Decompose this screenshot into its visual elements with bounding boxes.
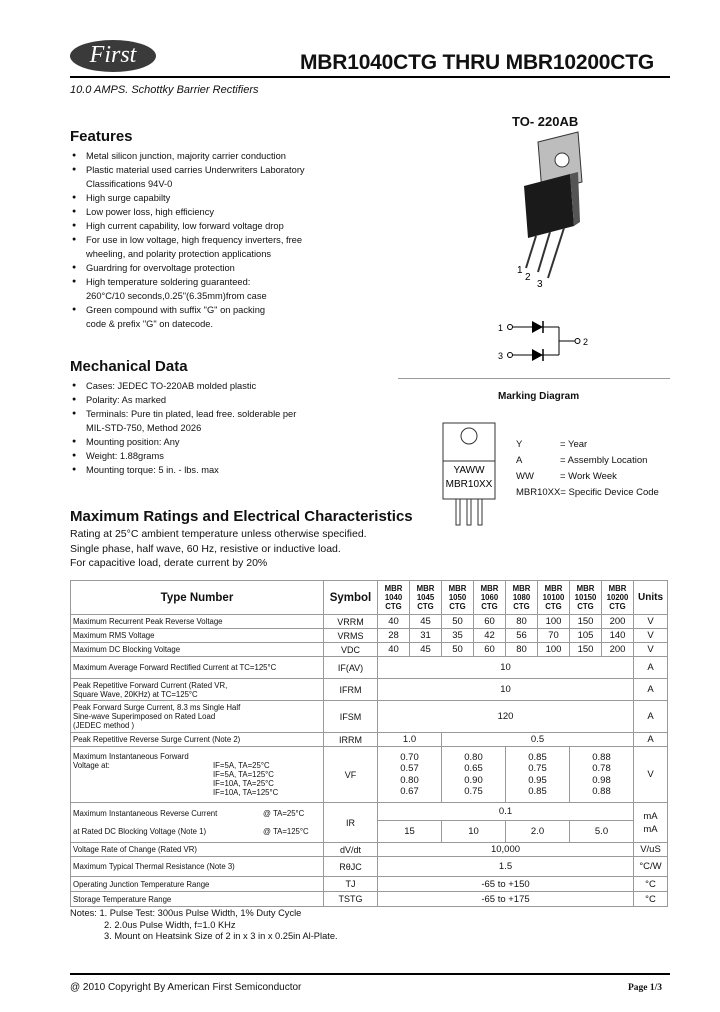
list-item: ● Plastic material used carries Underwriters Laboratory Classifications 94V-0 [70,163,340,191]
list-item: ● For use in low voltage, high frequency inverters, free wheeling, and polarity protection applications [70,233,340,261]
part-header: MBR 1050 CTG [442,581,474,615]
part-header: MBR 10150 CTG [570,581,602,615]
package-title: TO- 220AB [512,114,579,129]
list-item: ● High current capability, low forward voltage drop [70,219,340,233]
part-header: MBR 1060 CTG [474,581,506,615]
page-number: Page 1/3 [628,983,663,993]
rating-conditions: Rating at 25°C ambient temperature unless otherwise specified. Single phase, half wave, 60 Hz, resistive or inductive load. For capacitive load, derate current by 20% [70,528,367,569]
schematic-pin-label: 3 [498,351,504,361]
table-row: Storage Temperature Range TSTG -65 to +175 °C [71,892,668,907]
legend-row: MBR10XX= Specific Device Code [516,487,659,498]
part-header: MBR 10100 CTG [538,581,570,615]
diode-schematic [495,315,605,365]
mechanical-heading: Mechanical Data [70,358,188,375]
table-row: 15 10 2.0 5.0 [71,821,668,843]
document-title: MBR1040CTG THRU MBR10200CTG [300,51,655,74]
table-row: Maximum Average Forward Rectified Current at TC=125°C IF(AV) 10 A [71,657,668,679]
schematic-pin-label: 2 [583,337,589,347]
list-item: ● Guardring for overvoltage protection [70,261,340,275]
company-logo: First [70,40,156,72]
document-subtitle: 10.0 AMPS. Schottky Barrier Rectifiers [70,84,259,96]
note-line: Notes: 1. Pulse Test: 300us Pulse Width, 1% Duty Cycle [70,908,302,918]
section-divider [398,378,670,379]
legend-row: Y = Year [516,439,588,450]
list-item: ● Green compound with suffix "G" on packing code & prefix "G" on datecode. [70,303,340,331]
table-row: Maximum Typical Thermal Resistance (Note 3) RθJC 1.5 °C/W [71,857,668,877]
schematic-pin-label: 1 [498,323,504,333]
pin-label: 3 [537,279,543,290]
part-header: MBR 1080 CTG [506,581,538,615]
marking-line-2: MBR10XX [445,479,493,490]
list-item: ● High temperature soldering guaranteed: 260°C/10 seconds,0.25"(6.35mm)from case [70,275,340,303]
note-line: 2. 2.0us Pulse Width, f=1.0 KHz [104,919,236,930]
features-heading: Features [70,128,133,145]
legend-row: WW = Work Week [516,471,617,482]
table-header-row [71,581,668,615]
table-row: Maximum Instantaneous Forward Voltage at: IF=5A, TA=25°C IF=5A, TA=125°C IF=10A, TA=25°C IF=10A, TA=125°C VF 0.70 0.57 0.80 0.67 0.80 0.65 0.90 0.75 0.85 0.75 0.95 0.85 0.88 0.78 0.98 0.88 V [71,747,668,803]
table-row: Operating Junction Temperature Range TJ -65 to +150 °C [71,877,668,892]
list-item: ● Terminals: Pure tin plated, lead free. solderable per MIL-STD-750, Method 2026 [70,407,340,435]
to220-package-drawing [500,130,600,292]
list-item: ● Metal silicon junction, majority carrier conduction [70,149,340,163]
table-row: Voltage Rate of Change (Rated VR) dV/dt 10,000 V/uS [71,843,668,857]
table-row: Maximum DC Blocking Voltage VDC 40 45 50 60 80 100 150 200 V [71,643,668,657]
list-item: ● Low power loss, high efficiency [70,205,340,219]
marking-diagram-title: Marking Diagram [498,391,580,402]
marking-legend [516,437,659,501]
part-header: MBR 1045 CTG [410,581,442,615]
legend-row: A = Assembly Location [516,455,648,466]
copyright-text: @ 2010 Copyright By American First Semiconductor [70,982,302,993]
table-row: Peak Repetitive Forward Current (Rated VR, Square Wave, 20KHz) at TC=125°C IFRM 10 A [71,679,668,701]
list-item: ● High surge capabilty [70,191,340,205]
ratings-table [70,580,668,907]
pin-label: 2 [525,272,531,283]
marking-package-drawing [440,420,502,530]
list-item: ● Cases: JEDEC TO-220AB molded plastic [70,379,340,393]
table-row: Peak Forward Surge Current, 8.3 ms Single Half Sine-wave Superimposed on Rated Load (JEDEC method ) IFSM 120 A [71,701,668,733]
part-header: MBR 10200 CTG [602,581,634,615]
list-item: ● Weight: 1.88grams [70,449,340,463]
footer-rule [70,973,670,975]
units-header: Units [634,581,668,615]
mechanical-list [70,379,340,477]
features-list [70,149,340,331]
ratings-heading: Maximum Ratings and Electrical Characteristics [70,508,413,525]
table-row: Maximum Recurrent Peak Reverse Voltage VRRM 40 45 50 60 80 100 150 200 V [71,615,668,629]
symbol-header: Symbol [324,581,378,615]
table-row: Maximum RMS Voltage VRMS 28 31 35 42 56 70 105 140 V [71,629,668,643]
note-line: 3. Mount on Heatsink Size of 2 in x 3 in x 0.25in Al-Plate. [104,931,338,941]
part-header: MBR 1040 CTG [378,581,410,615]
list-item: ● Mounting position: Any [70,435,340,449]
table-row: Peak Repetitive Reverse Surge Current (Note 2) IRRM 1.0 0.5 A [71,733,668,747]
header-rule [70,76,670,78]
list-item: ● Mounting torque: 5 in. - lbs. max [70,463,340,477]
notes [70,908,338,943]
type-number-header: Type Number [71,581,324,615]
list-item: ● Polarity: As marked [70,393,340,407]
table-row: Maximum Instantaneous Reverse Current at Rated DC Blocking Voltage (Note 1) @ TA=25°C @ TA=125°C IR 0.1 mA mA [71,803,668,821]
marking-line-1: YAWW [453,465,485,476]
pin-label: 1 [517,265,523,276]
